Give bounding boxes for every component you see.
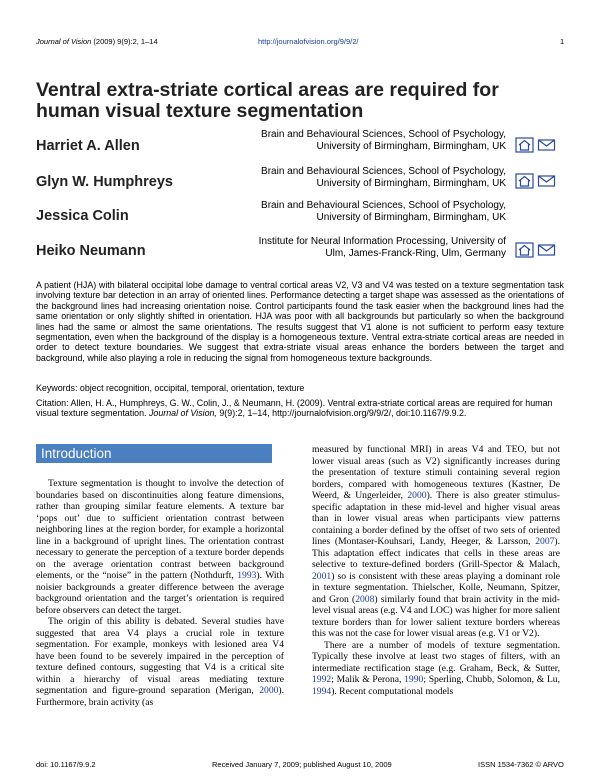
home-icon[interactable] [515, 137, 534, 153]
author-affiliation [226, 236, 506, 260]
reference-link[interactable]: 1993 [237, 570, 257, 581]
reference-link[interactable]: 1990 [404, 674, 424, 685]
reference-link[interactable]: 2000 [407, 490, 427, 501]
paragraph-text: The origin of this ability is debated. Several studies have suggested that area V4 plays a crucial role in texture segmentation. For example, monkeys with lesioned area V4 have been found to be severely impaired in the perception of texture defined contours, suggesting that V4 is a critical site within a hierarchy of visual areas mediating texture segmentation and figure-ground separation (Merigan, [36, 616, 284, 696]
author-affiliation [226, 166, 506, 190]
reference-link[interactable]: 2008 [355, 593, 375, 605]
paragraph-text: ) so is consistent with these areas playing a dominant role in texture segmentation. Thielscher, Kolle, Neumann, Spitzer, and Gron ( [312, 570, 560, 605]
paragraph-text: Texture segmentation is thought to involve the detection of boundaries based on discontinuities along feature dimensions, rather than grouping similar feature elements. A texture bar ‘pops out’ due to sufficient orientation contrast between neighboring lines at the region border, for example a horizontal line in a background of upright lines. The orientation contrast necessary to generate the perception of a texture border depends on the average orientation contrast between background elements, or the “noise” in the pattern (Nothdurft, [36, 478, 284, 581]
reference-link[interactable]: 2001 [312, 570, 332, 582]
paragraph [36, 616, 284, 708]
affiliation-line: Brain and Behavioural Sciences, School of Psychology, [261, 166, 506, 177]
reference-link[interactable]: 2007 [535, 536, 555, 547]
footer-issn: ISSN 1534-7362 © ARVO [478, 760, 564, 769]
affiliation-line: University of Birmingham, Birmingham, UK [316, 141, 506, 152]
paragraph-text: ). There is also greater stimulus-specific adaptation in these mid-level and higher visual areas than in lower visual areas when participants view patterns containing a border defined by the offset of two sets of oriented lines (Montaser-Kouhsari, Landy, Heeger, & Larsson, [312, 490, 560, 547]
page-number: 1 [560, 37, 565, 46]
reference-link[interactable]: 1994 [312, 685, 332, 697]
author-name: Jessica Colin [36, 208, 129, 224]
paragraph-text: ). Furthermore, brain activity (as [36, 685, 284, 708]
paragraph [312, 444, 560, 640]
affiliation-line: University of Birmingham, Birmingham, UK [316, 212, 506, 223]
author-icons [515, 242, 556, 258]
abstract: A patient (HJA) with bilateral occipital lobe damage to ventral cortical areas V2, V3 and V4 was tested on a texture segmentation task involving texture bar detection in an array of oriented lines. Performance detecting a target shape was assessed as the orientations of the background lines had increasing orientation noise. Control participants found the task easier when the background lines had the same orientation or only slightly shifted in orientation. HJA was poor with all backgrounds but particularly so when the background lines had the same or almost the same orientations. The results suggest that V1 alone is not sufficient to perform easy texture segmentation, even when the background of the display is a homogeneous texture. Ventral extra-striate cortical areas are needed in order to detect texture boundaries. We suggest that extra-striate visual areas enhance the borders between the target and background, while also playing a role in reducing the signal from homogeneous texture backgrounds. [36, 280, 564, 363]
author-affiliation [226, 200, 506, 224]
paper-title: Ventral extra-striate cortical areas are required for human visual texture segmentation [36, 79, 499, 122]
footer-dates: Received January 7, 2009; published August 10, 2009 [212, 760, 392, 769]
mail-icon[interactable] [537, 137, 556, 153]
paragraph-text: ; Malik & Perona, [331, 674, 402, 685]
author-affiliation [226, 129, 506, 153]
footer-doi: doi: 10.1167/9.9.2 [36, 760, 96, 769]
mail-icon[interactable] [537, 242, 556, 258]
home-icon[interactable] [515, 173, 534, 189]
keywords: Keywords: object recognition, occipital, temporal, orientation, texture [36, 383, 305, 393]
paragraph-text: measured by functional MRI) in areas V4 and TEO, but not lower visual areas (such as V2) significantly increases during the presentation of texture stimuli containing several region borders, compared with homogeneous textures (Kastner, De Weerd, & Ungerleider, [312, 444, 560, 501]
paragraph [36, 478, 284, 616]
author-name: Heiko Neumann [36, 243, 146, 259]
paragraph-text: ). Recent computational models [331, 685, 454, 697]
mail-icon[interactable] [537, 173, 556, 189]
author-icons [515, 173, 556, 189]
citation-suffix: 9(9):2, 1–14, http://journalofvision.org/9/9/2/, doi:10.1167/9.9.2. [219, 408, 467, 419]
affiliation-line: Ulm, James-Franck-Ring, Ulm, Germany [325, 248, 506, 259]
header-url-link[interactable]: http://journalofvision.org/9/9/2/ [258, 37, 359, 46]
citation-prefix: Citation: Allen, H. A., Humphreys, G. W., Colin, J., & Neumann, H. (2009). Ventral extra-striate cortical areas are required for human visual texture segmentation. [36, 398, 553, 419]
author-name: Harriet A. Allen [36, 138, 140, 154]
right-column [312, 444, 560, 697]
home-icon[interactable] [515, 242, 534, 258]
citation-journal: Journal of Vision, [148, 408, 217, 419]
citation-block [36, 398, 564, 419]
affiliation-line: Institute for Neural Information Processing, University of [258, 236, 506, 247]
paragraph [312, 640, 560, 698]
paragraph-text: ; Sperling, Chubb, Solomon, & Lu, [423, 674, 560, 685]
paragraph-text: ). This adaptation effect indicates that cells in these areas are selective to texture-defined borders (Grill-Spector & Malach, [312, 536, 560, 570]
paragraph-text: There are a number of models of texture segmentation. Typically these involve at least two stages of filters, with an intermediate rectification stage (e.g. Graham, Beck, & Sutter, [312, 639, 560, 674]
affiliation-line: Brain and Behavioural Sciences, School of Psychology, [261, 129, 506, 140]
paragraph-text: ). With noisier backgrounds a greater difference between the average background orientation and the target’s orientation is required before observers can detect the target. [36, 570, 284, 616]
header-citation: (2009) 9(9):2, 1–14 [93, 37, 158, 46]
reference-link[interactable]: 2000 [259, 685, 279, 696]
reference-link[interactable]: 1992 [312, 674, 332, 685]
running-header [36, 37, 158, 46]
section-title: Introduction [41, 446, 112, 461]
paragraph-text: ) similarly found that brain activity in the mid-level visual areas (e.g. V4 and LOC) was higher for more salient texture borders than for lower salient texture borders whereas this was not the case for lower visual areas (e.g. V1 or V2). [312, 593, 560, 639]
affiliation-line: University of Birmingham, Birmingham, UK [316, 178, 506, 189]
author-name: Glyn W. Humphreys [36, 174, 173, 190]
left-column [36, 478, 284, 708]
journal-name: Journal of Vision [36, 37, 92, 46]
author-icons [515, 137, 556, 153]
affiliation-line: Brain and Behavioural Sciences, School of Psychology, [261, 200, 506, 211]
